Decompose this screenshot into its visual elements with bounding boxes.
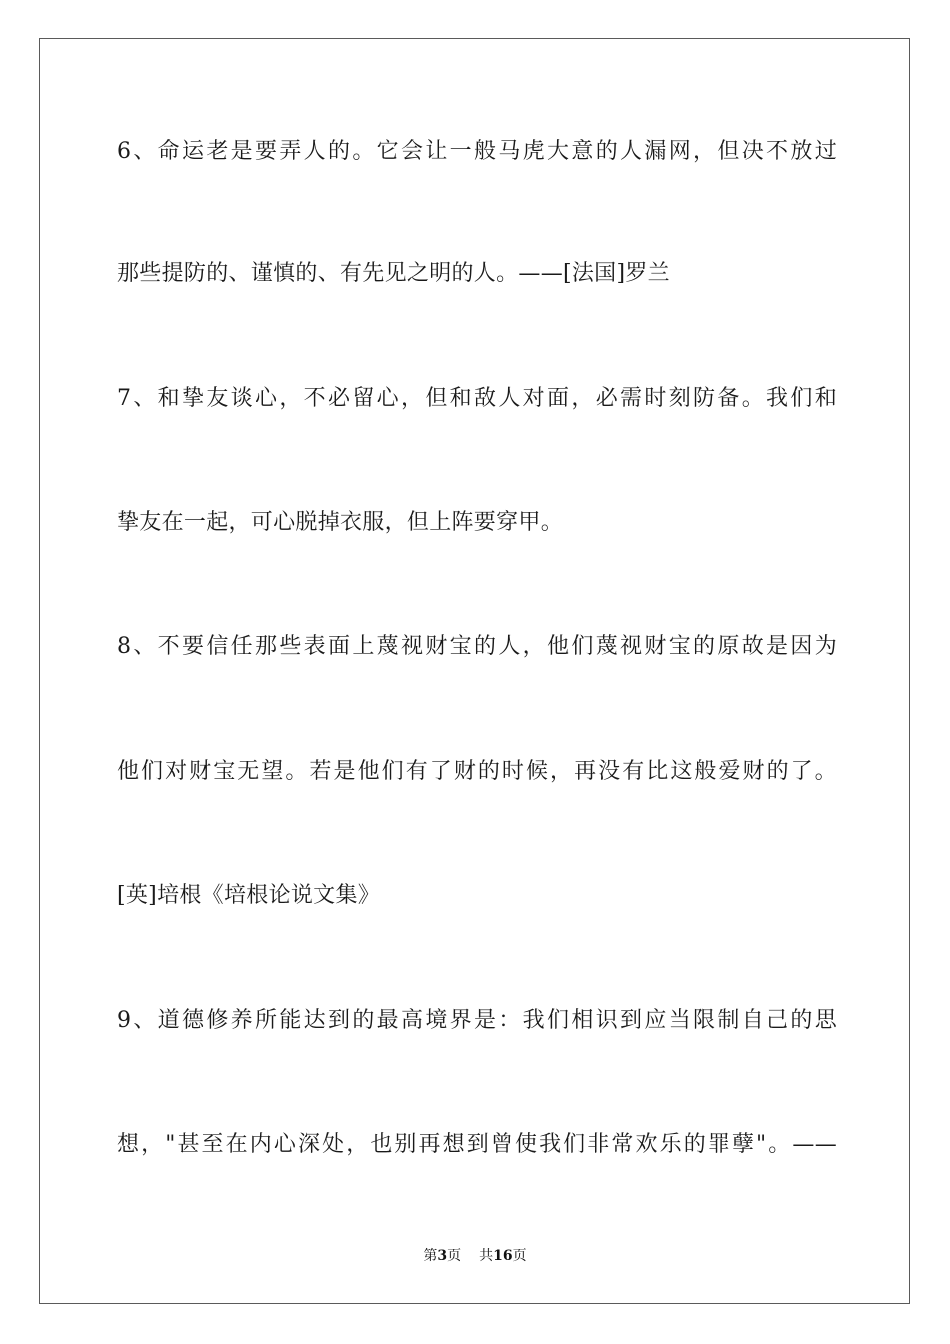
text-line-7: [英]培根《培根论说文集》: [117, 883, 381, 908]
total-suffix: 页: [512, 1248, 527, 1264]
page-footer: [0, 1247, 950, 1265]
total-pages: 16: [493, 1248, 513, 1264]
text-line-2: 那些提防的、谨慎的、有先见之明的人。——[法国]罗兰: [117, 261, 670, 286]
text-line-6: 他们对财宝无望。若是他们有了财的时候，再没有比这般爱财的了。: [117, 759, 837, 784]
page-border: [39, 38, 910, 1304]
text-line-9: 想，"甚至在内心深处，也别再想到曾使我们非常欢乐的罪孽"。——: [117, 1132, 837, 1157]
page-number: 3: [437, 1248, 448, 1264]
text-line-8: 9、道德修养所能达到的最高境界是：我们相识到应当限制自己的思: [117, 1008, 837, 1033]
page-prefix: 第: [423, 1248, 438, 1264]
text-line-5: 8、不要信任那些表面上蔑视财宝的人，他们蔑视财宝的原故是因为: [117, 634, 837, 659]
text-line-3: 7、和挚友谈心，不必留心，但和敌人对面，必需时刻防备。我们和: [117, 386, 837, 411]
page-suffix: 页: [447, 1248, 462, 1264]
text-line-1: 6、命运老是要弄人的。它会让一般马虎大意的人漏网，但决不放过: [117, 139, 837, 164]
text-line-4: 挚友在一起，可心脱掉衣服，但上阵要穿甲。: [117, 510, 564, 535]
total-prefix: 共: [479, 1248, 494, 1264]
